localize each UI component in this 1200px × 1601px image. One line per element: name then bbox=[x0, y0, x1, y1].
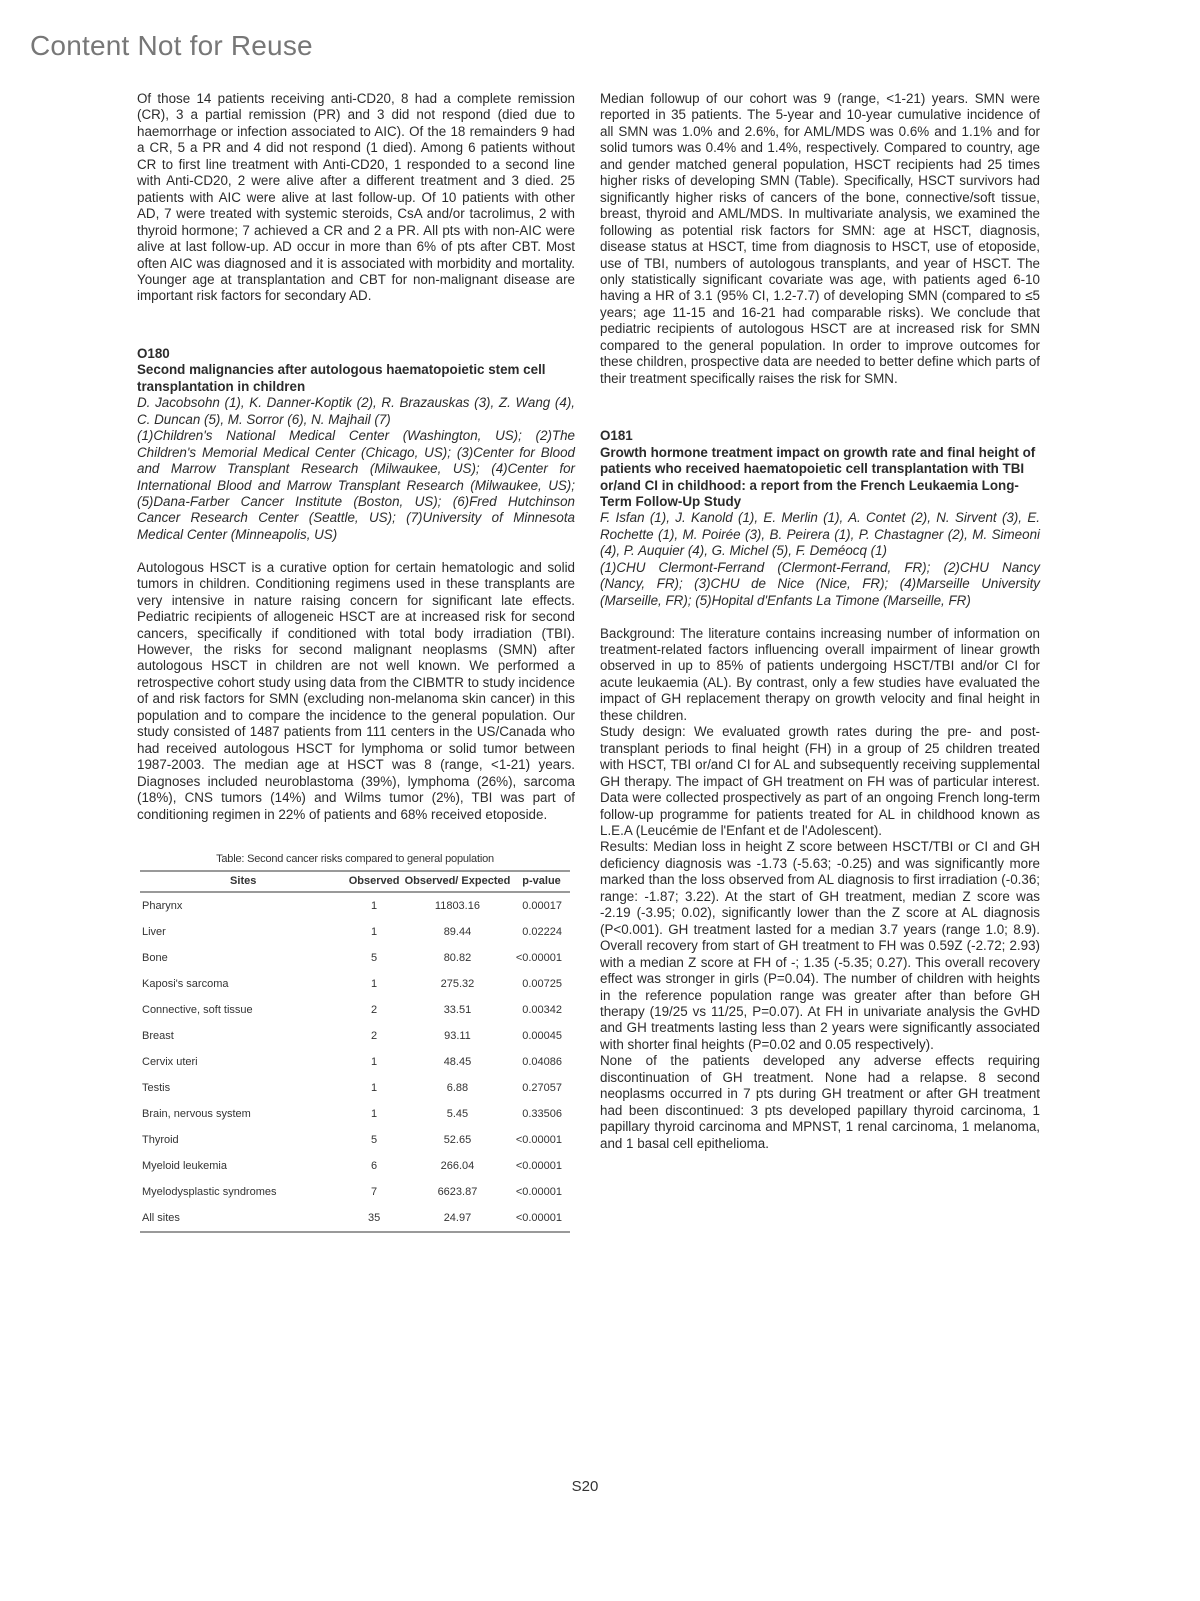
table-row bbox=[140, 919, 570, 945]
cell-observed-expected: 89.44 bbox=[443, 926, 472, 939]
cell-observed: 1 bbox=[371, 900, 378, 913]
abstract-body: Autologous HSCT is a curative option for certain hematologic and solid tumors in children. Conditioning regimens used in these transplants are very intensive in nature raising concern for significant late effects. Pediatric recipients of allogeneic HSCT are at increased risk for second cancers, specifically if conditioned with total body irradiation (TBI). However, the risks for second malignant neoplasms (SMN) after autologous HSCT in children are not well known. We performed a retrospective cohort study using data from the CIBMTR to study incidence of and risk factors for SMN (excluding non-melanoma skin cancer) in this population and to compare the incidence to the general population. Our study consisted of 1487 patients from 111 centers in the US/Canada who had received autologous HSCT for lymphoma or solid tumor between 1987-2003. The median age at HSCT was 8 (range, <1-21) years. Diagnoses included neuroblastoma (39%), lymphoma (26%), sarcoma (18%), CNS tumors (14%) and Wilms tumor (2%), TBI was part of conditioning regimen in 22% of patients and 68% received etoposide. bbox=[137, 559, 575, 822]
watermark: Content Not for Reuse bbox=[30, 30, 313, 61]
cell-observed: 1 bbox=[371, 1108, 378, 1121]
adverse-effects-paragraph: None of the patients developed any adverse effects requiring discontinuation of GH treatment. None had a relapse. 8 second neoplasms occurred in 7 pts during GH treatment or after GH treatment had been discontinued: 3 pts developed papillary thyroid carcinoma, 1 papillary thyroid carcinoma and MPNST, 1 renal carcinoma, 1 melanoma, and 1 basal cell epithelioma. bbox=[600, 1053, 1040, 1151]
table-row bbox=[140, 1179, 570, 1205]
abstract-code: O181 bbox=[600, 428, 633, 444]
cell-observed: 1 bbox=[371, 1082, 378, 1095]
cell-site: Thyroid bbox=[142, 1134, 179, 1147]
table-row bbox=[140, 1023, 570, 1049]
cell-observed-expected: 6623.87 bbox=[437, 1186, 478, 1199]
cell-observed: 1 bbox=[371, 926, 378, 939]
abstract-title: Second malignancies after autologous haematopoietic stem cell transplantation in children bbox=[137, 362, 546, 394]
cell-observed: 7 bbox=[371, 1186, 378, 1199]
cell-site: All sites bbox=[142, 1212, 180, 1225]
cell-site: Myeloid leukemia bbox=[142, 1160, 227, 1173]
table-row bbox=[140, 1127, 570, 1153]
table-row bbox=[140, 1075, 570, 1101]
cell-site: Cervix uteri bbox=[142, 1056, 198, 1069]
cell-site: Liver bbox=[142, 926, 166, 939]
background-paragraph: Background: The literature contains increasing number of information on treatment-related factors influencing overall impairment of linear growth observed in up to 85% of patients undergoing HSCT/TBI and/or CI for acute leukaemia (AL). By contrast, only a few studies have evaluated the impact of GH replacement therapy on growth velocity and final height in these children. bbox=[600, 625, 1040, 723]
left-column bbox=[137, 91, 575, 1233]
cell-p-value: 0.00725 bbox=[522, 978, 562, 991]
table-row bbox=[140, 945, 570, 971]
table-row bbox=[140, 1205, 570, 1232]
cell-observed-expected: 275.32 bbox=[440, 978, 475, 991]
cell-observed-expected: 6.88 bbox=[446, 1082, 469, 1095]
cell-observed-expected: 93.11 bbox=[444, 1030, 471, 1043]
cell-p-value: 0.04086 bbox=[522, 1056, 562, 1069]
cell-observed-expected: 48.45 bbox=[443, 1056, 472, 1069]
page-number: S20 bbox=[571, 1478, 599, 1495]
table-row bbox=[140, 997, 570, 1023]
table-caption: Table: Second cancer risks compared to general population bbox=[216, 853, 494, 866]
cell-observed-expected: 24.97 bbox=[443, 1212, 472, 1225]
table-row bbox=[140, 1049, 570, 1075]
cell-p-value: 0.00045 bbox=[522, 1030, 562, 1043]
cell-p-value: <0.00001 bbox=[515, 1160, 562, 1173]
cell-observed: 5 bbox=[371, 1134, 378, 1147]
cell-p-value: <0.00001 bbox=[515, 1212, 562, 1225]
table-row bbox=[140, 971, 570, 997]
cell-p-value: <0.00001 bbox=[515, 952, 562, 965]
cell-observed: 6 bbox=[371, 1160, 378, 1173]
cell-observed-expected: 80.82 bbox=[443, 952, 472, 965]
table-row bbox=[140, 1101, 570, 1127]
cell-observed-expected: 52.65 bbox=[443, 1134, 472, 1147]
cell-p-value: <0.00001 bbox=[515, 1186, 562, 1199]
abstract-authors: F. Isfan (1), J. Kanold (1), E. Merlin (1), A. Contet (2), N. Sirvent (3), E. Rochette (1), M. Poirée (3), B. Peirera (1), P. Chastagner (2), M. Simeoni (4), P. Auquier (4), G. Michel (5), F. Deméocq (1) bbox=[600, 510, 1040, 559]
cell-p-value: 0.00342 bbox=[522, 1004, 562, 1017]
cell-site: Myelodysplastic syndromes bbox=[142, 1186, 277, 1199]
cell-observed: 5 bbox=[371, 952, 378, 965]
header-sites: Sites bbox=[230, 875, 257, 888]
cell-site: Breast bbox=[142, 1030, 174, 1043]
cell-observed: 2 bbox=[371, 1004, 378, 1017]
abstract-code: O180 bbox=[137, 345, 170, 361]
header-observed: Observed bbox=[348, 875, 400, 888]
cell-site: Kaposi's sarcoma bbox=[142, 978, 229, 991]
cell-p-value: 0.33506 bbox=[522, 1108, 562, 1121]
cell-observed-expected: 266.04 bbox=[440, 1160, 475, 1173]
cell-p-value: 0.02224 bbox=[522, 926, 562, 939]
abstract-o181 bbox=[600, 428, 1040, 1152]
cell-observed-expected: 11803.16 bbox=[434, 900, 480, 913]
abstract-affiliations: (1)Children's National Medical Center (Washington, US); (2)The Children's Memorial Medical Center (Chicago, US); (3)Center for Blood and Marrow Transplant Research (Milwaukee, US); (4)Center for International Blood and Marrow Transplant Research (Milwaukee, US); (5)Dana-Farber Cancer Institute (Boston, US); (6)Fred Hutchinson Cancer Research Center (Seattle, US); (7)University of Minnesota Medical Center (Minneapolis, US) bbox=[137, 428, 575, 542]
header-p-value: p-value bbox=[522, 875, 561, 888]
table-header-row bbox=[140, 871, 570, 892]
table-row bbox=[140, 892, 570, 919]
cell-observed-expected: 5.45 bbox=[446, 1108, 469, 1121]
intro-paragraph: Of those 14 patients receiving anti-CD20, 8 had a complete remission (CR), 3 a partial remission (PR) and 3 did not respond (died due to haemorrhage or infection associated to AIC). Of the 18 remainders 9 had a CR, 5 a PR and 4 did not respond (1 died). Among 6 patients without CR to first line treatment with Anti-CD20, 1 responded to a second line with Anti-CD20, 2 were alive after a different treatment and 3 died. 25 patients with AIC were alive at last follow-up. Of 10 patients with other AD, 7 were treated with systemic steroids, CsA and/or tacrolimus, 2 with thyroid hormone; 7 achieved a CR and 2 a PR. All pts with non-AIC were alive at last follow-up. AD occur in more than 6% of pts after CBT. Most often AIC was diagnosed and it is associated with morbidity and mortality. Younger age at transplantation and CBT for non-malignant disease are important risk factors for secondary AD. bbox=[137, 91, 575, 304]
cell-site: Connective, soft tissue bbox=[142, 1004, 253, 1017]
cell-site: Bone bbox=[142, 952, 168, 965]
abstract-authors: D. Jacobsohn (1), K. Danner-Koptik (2), R. Brazauskas (3), Z. Wang (4), C. Duncan (5), M. Sorror (6), N. Majhail (7) bbox=[137, 395, 575, 427]
study-design-paragraph: Study design: We evaluated growth rates during the pre- and post-transplant periods to final height (FH) in a group of 25 children treated with HSCT, TBI or/and CI for AL and subsequently receiving supplemental GH therapy. The impact of GH treatment on FH was of particular interest. Data were collected prospectively as part of an ongoing French long-term follow-up programme for patients treated for AL in childhood known as L.E.A (Leucémie de l'Enfant et de l'Adolescent). bbox=[600, 724, 1040, 839]
abstract-o180 bbox=[137, 346, 575, 823]
cell-p-value: 0.27057 bbox=[522, 1082, 562, 1095]
second-cancer-table bbox=[140, 851, 570, 1233]
right-column bbox=[600, 91, 1040, 1152]
cell-observed: 1 bbox=[371, 978, 378, 991]
cell-site: Pharynx bbox=[142, 900, 183, 913]
cell-site: Testis bbox=[142, 1082, 171, 1095]
abstract-affiliations: (1)CHU Clermont-Ferrand (Clermont-Ferrand, FR); (2)CHU Nancy (Nancy, FR); (3)CHU de Nice (Nice, FR); (4)Marseille University (Marseille, FR); (5)Hopital d'Enfants La Timone (Marseille, FR) bbox=[600, 559, 1040, 608]
cell-site: Brain, nervous system bbox=[142, 1108, 251, 1121]
cell-observed: 2 bbox=[371, 1030, 378, 1043]
cell-observed-expected: 33.51 bbox=[443, 1004, 472, 1017]
o180-continuation: Median followup of our cohort was 9 (range, <1-21) years. SMN were reported in 35 patients. The 5-year and 10-year cumulative incidence of all SMN was 1.0% and 2.6%, for AML/MDS was 0.6% and 1.1% and for solid tumors was 0.4% and 1.4%, respectively. Compared to country, age and gender matched general population, HSCT recipients had 25 times higher risks of developing SMN (Table). Specifically, HSCT survivors had significantly higher risks of cancers of the bone, connective/soft tissue, breast, thyroid and AML/MDS. In multivariate analysis, we examined the following as potential risk factors for SMN: age at HSCT, diagnosis, disease status at HSCT, time from diagnosis to HSCT, use of etoposide, use of TBI, numbers of autologous transplants, and year of HSCT. The only statistically significant covariate was age, with patients aged 6-10 having a HR of 3.1 (95% CI, 1.2-7.7) of developing SMN (compared to ≤5 years; age 11-15 and 16-21 had comparable risks). We conclude that pediatric recipients of autologous HSCT are at increased risk for SMN compared to the general population. In order to improve outcomes for these children, prospective data are needed to better define which parts of their treatment specifically raises the risk for SMN. bbox=[600, 91, 1040, 386]
header-observed-expected: Observed/ Expected bbox=[404, 875, 511, 888]
abstract-title: Growth hormone treatment impact on growth rate and final height of patients who received haematopoietic cell transplantation with TBI or/and CI in childhood: a report from the French Leukaemia Long-Term Follow-Up Study bbox=[600, 444, 1036, 509]
table-row bbox=[140, 1153, 570, 1179]
cell-p-value: <0.00001 bbox=[515, 1134, 562, 1147]
results-paragraph: Results: Median loss in height Z score between HSCT/TBI or CI and GH deficiency diagnosis was -1.73 (-5.63; -0.25) and was significantly more marked than the loss observed from AL diagnosis to first irradiation (-0.36; range: -1.87; 3.22). At the start of GH treatment, median Z score was -2.19 (-3.95; 0.02), significantly lower than the Z score at AL diagnosis (P<0.001). GH treatment lasted for a median 3.7 years (range 1.0; 8.9). Overall recovery from start of GH treatment to FH was 0.59Z (-2.72; 2.93) with a median Z score at FH of -; 1.35 (-5.35; 0.27). This overall recovery effect was stronger in girls (P=0.04). The number of children with heights in the reference population range was greater after than before GH therapy (19/25 vs 11/25, P=0.07). At FH in univariate analysis the GvHD and GH treatments lasting less than 2 years were significantly associated with shorter final heights (P=0.02 and 0.05 respectively). bbox=[600, 839, 1040, 1052]
cell-observed: 1 bbox=[371, 1056, 378, 1069]
cell-observed: 35 bbox=[367, 1212, 381, 1225]
cell-p-value: 0.00017 bbox=[522, 900, 562, 913]
